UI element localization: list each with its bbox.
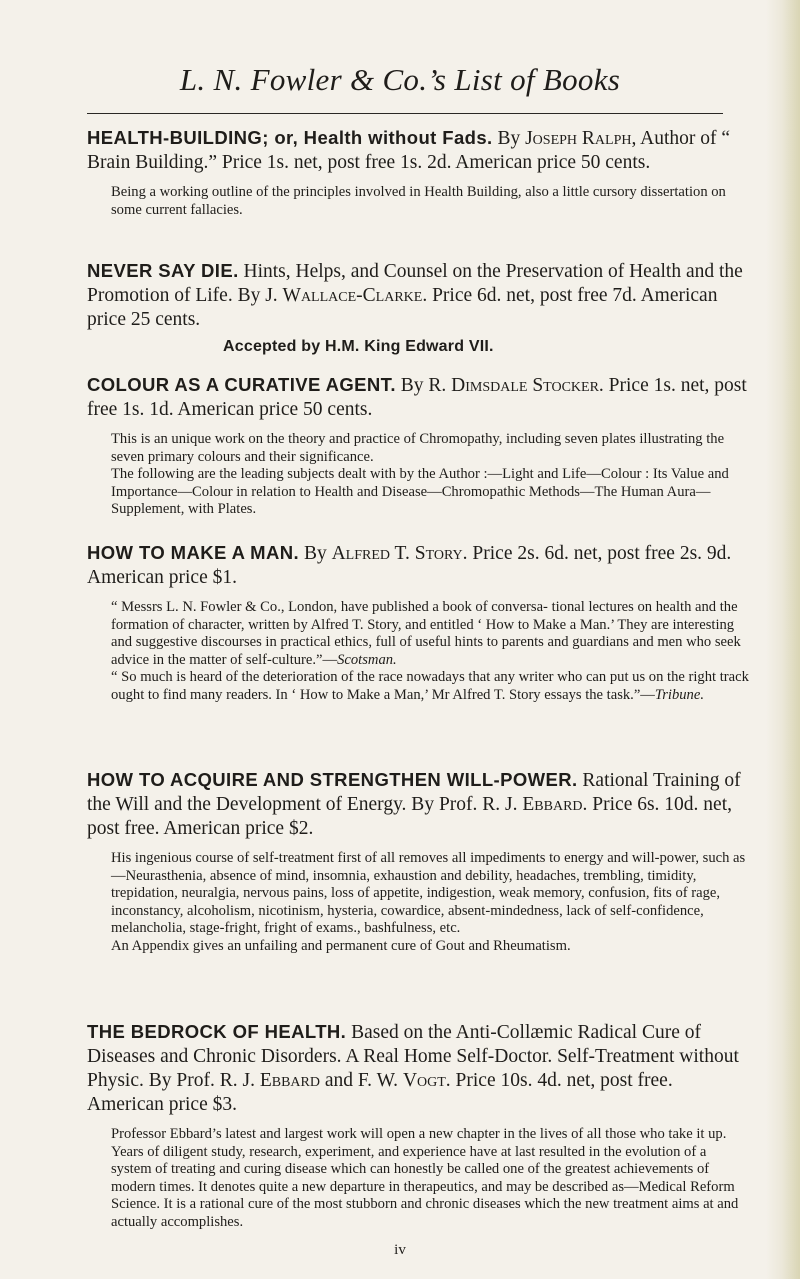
entry-title: HOW TO MAKE A MAN. — [87, 542, 300, 563]
author-name: Alfred T. Story. — [331, 543, 468, 564]
author-name: Dimsdale Stocker. — [451, 375, 604, 396]
entry-heading — [87, 768, 750, 841]
entry-subtitle: Rational Training of the Will and the Development of Energy. By Prof. R. J. — [87, 770, 741, 815]
author-name: Wallace-Clarke. — [282, 285, 428, 306]
byline-prefix: By R. — [400, 375, 447, 396]
author-name: Vogt. — [402, 1070, 451, 1091]
entry-title: COLOUR AS A CURATIVE AGENT. — [87, 374, 396, 395]
description-paragraph: This is an unique work on the theory and practice of Chromopathy, including seven plates illustrating the seven primary colours and their significance. — [111, 431, 725, 465]
entry-details: Price 2s. 6d. net, post free 2s. 9d. American price $1. — [87, 543, 732, 588]
entry-heading — [87, 373, 750, 422]
page-edge-shadow — [766, 0, 800, 1279]
entry-how-to-make-a-man — [87, 541, 750, 705]
entry-heading — [87, 126, 750, 175]
entry-reviews — [111, 599, 750, 705]
entry-description — [111, 850, 750, 956]
review-quote — [111, 599, 750, 669]
entry-will-power — [87, 768, 750, 956]
entry-subtitle: Based on the Anti-Collæmic Radical Cure of Diseases and Chronic Disorders. A Real Home Self-Doctor. Self-Treatment without Physic. By Prof. R. J. — [87, 1022, 739, 1091]
entry-title: HOW TO ACQUIRE AND STRENGTHEN WILL-POWER. — [87, 769, 578, 790]
byline-prefix: By — [303, 543, 327, 564]
entry-heading — [87, 541, 750, 590]
entry-details: Author of “ Brain Building.” Price 1s. net, post free 1s. 2d. American price 50 cents. — [87, 128, 731, 173]
entry-details: Price 1s. net, post free 1s. 1d. American price 50 cents. — [87, 375, 747, 420]
entry-description — [111, 1126, 750, 1232]
author-name: Joseph Ralph, — [525, 128, 637, 149]
review-quote — [111, 669, 750, 704]
quote-source: Scotsman. — [337, 651, 397, 668]
entry-description — [111, 184, 750, 219]
entry-details: Price 6s. 10d. net, post free. American price $2. — [87, 794, 733, 839]
entry-title: THE BEDROCK OF HEALTH. — [87, 1021, 347, 1042]
quote-text: “ So much is heard of the deterioration of the race nowadays that any writer who can put us on the right track ought to find many readers. In ‘ How to Make a Man,’ Mr Alfred T. Story essays the task.”— — [111, 669, 749, 703]
author-name: Ebbard. — [522, 794, 588, 815]
page-number: iv — [394, 1242, 406, 1258]
author-name: Ebbard — [259, 1070, 320, 1091]
entry-title: HEALTH-BUILDING; or, Health without Fads. — [87, 127, 493, 148]
entry-colour-curative — [87, 373, 750, 519]
quote-source: Tribune. — [654, 686, 704, 703]
entry-heading — [87, 1020, 750, 1117]
author-joiner: and F. W. — [324, 1070, 399, 1091]
page-header: L. N. Fowler & Co.’s List of Books — [179, 62, 621, 97]
entry-details: Price 6d. net, post free 7d. American price 25 cents. — [87, 285, 718, 330]
entry-never-say-die — [87, 259, 750, 356]
entry-bedrock-of-health — [87, 1020, 750, 1232]
description-paragraph: Professor Ebbard’s latest and largest work will open a new chapter in the lives of all those who take it up. Years of diligent study, research, experiment, and experience have at last resulted in the evolution of a system of treating and curing disease which can honestly be called one of the greatest achievements of modern times. It denotes quite a new departure in therapeutics, and may be described as—Medical Reform Science. It is a rational cure of the most stubborn and chronic diseases which the new treatment aims at and actually accomplishes. — [111, 1126, 739, 1230]
entry-subtitle: Hints, Helps, and Counsel on the Preservation of Health and the Promotion of Life. By J. — [87, 261, 743, 306]
royal-acceptance-note: Accepted by H.M. King Edward VII. — [223, 338, 494, 355]
header-rule — [87, 113, 723, 114]
description-paragraph: His ingenious course of self-treatment first of all removes all impediments to energy and will-power, such as—Neurasthenia, absence of mind, insomnia, exhaustion and debility, headaches, trembling, timidity, trepidation, neuralgia, nervous pains, loss of appetite, indigestion, weak memory, confusion, fits of rage, inconstancy, alcoholism, nicotinism, hysteria, cowardice, absent-mindedness, lack of self-confidence, melancholia, stage-fright, fright of exams., bashfulness, etc. — [111, 850, 746, 937]
entry-health-building — [87, 126, 750, 219]
entry-details: Price 10s. 4d. net, post free. American price $3. — [87, 1070, 673, 1115]
byline-prefix: By — [497, 128, 521, 149]
quote-text: “ Messrs L. N. Fowler & Co., London, have published a book of conversa- tional lectures on health and the formation of character, written by Alfred T. Story, and entitled ‘ How to Make a Man.’ They are interesting and suggestive discourses in practical ethics, full of useful hints to parents and guardians and men who seek advice in the matter of self-culture.”— — [111, 599, 741, 668]
description-paragraph: The following are the leading subjects dealt with by the Author :—Light and Life—Colour : Its Value and Importance—Colour in relation to Health and Disease—Chromopathic Methods—The Human Aura—Supplement, with Plates. — [111, 466, 729, 518]
entry-title: NEVER SAY DIE. — [87, 260, 239, 281]
entry-heading — [87, 259, 750, 332]
entry-description — [111, 431, 750, 519]
description-paragraph: Being a working outline of the principles involved in Health Building, also a little cursory dissertation on some current fallacies. — [111, 184, 726, 218]
description-paragraph: An Appendix gives an unfailing and permanent cure of Gout and Rheumatism. — [111, 937, 571, 954]
